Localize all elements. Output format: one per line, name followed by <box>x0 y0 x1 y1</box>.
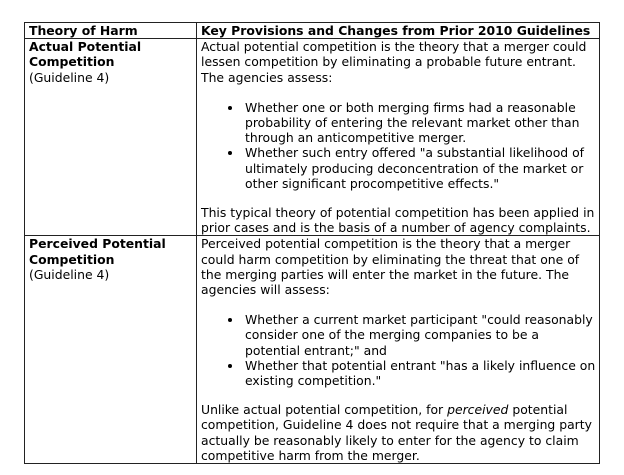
provision-closing: This typical theory of potential competition has been applied in prior cases and is the basis of a number of agency complaints. <box>201 205 595 236</box>
assessment-list <box>201 100 596 191</box>
list-item: • Whether such entry offered "a substantial likelihood of ultimately producing deconcentration of the market or other significant procompetitive effects." <box>243 145 596 191</box>
assessment-list <box>201 312 596 388</box>
closing-text-end: potential competition, Guideline 4 does not require that a merging party actually be reasonably likely to enter for the agency to claim competitive harm from the merger. <box>201 402 592 463</box>
provisions-cell <box>197 39 600 236</box>
provisions-cell <box>197 236 600 464</box>
column-header-theory: Theory of Harm <box>25 23 197 39</box>
list-item: • Whether one or both merging firms had a reasonable probability of entering the relevant market other than through an anticompetitive merger. <box>243 100 596 146</box>
guideline-reference: (Guideline 4) <box>29 266 110 282</box>
theory-of-harm-table <box>24 22 600 464</box>
provision-intro: Actual potential competition is the theory that a merger could lessen competition by eliminating a probable future entrant. The agencies assess: <box>201 39 587 85</box>
closing-emphasis: perceived <box>447 402 509 418</box>
provision-closing <box>201 402 596 463</box>
provision-intro: Perceived potential competition is the theory that a merger could harm competition by eliminating the threat that one of the merging parties will enter the market in the future. The agencies will assess: <box>201 236 580 298</box>
harm-name: Perceived Potential Competition <box>29 236 166 267</box>
theory-cell <box>25 39 197 236</box>
table-row-actual-potential <box>25 39 600 236</box>
harm-name: Actual Potential Competition <box>29 39 142 70</box>
theory-cell <box>25 236 197 464</box>
closing-text-start: Unlike actual potential competition, for <box>201 402 448 418</box>
table-header-row <box>25 23 600 39</box>
table-row-perceived-potential <box>25 236 600 464</box>
column-header-provisions: Key Provisions and Changes from Prior 2010 Guidelines <box>197 23 600 39</box>
list-item: • Whether that potential entrant "has a likely influence on existing competition." <box>243 358 596 388</box>
document-page <box>24 22 599 464</box>
guideline-reference: (Guideline 4) <box>29 69 110 85</box>
list-item: • Whether a current market participant "could reasonably consider one of the merging companies to be a potential entrant;" and <box>243 312 596 358</box>
